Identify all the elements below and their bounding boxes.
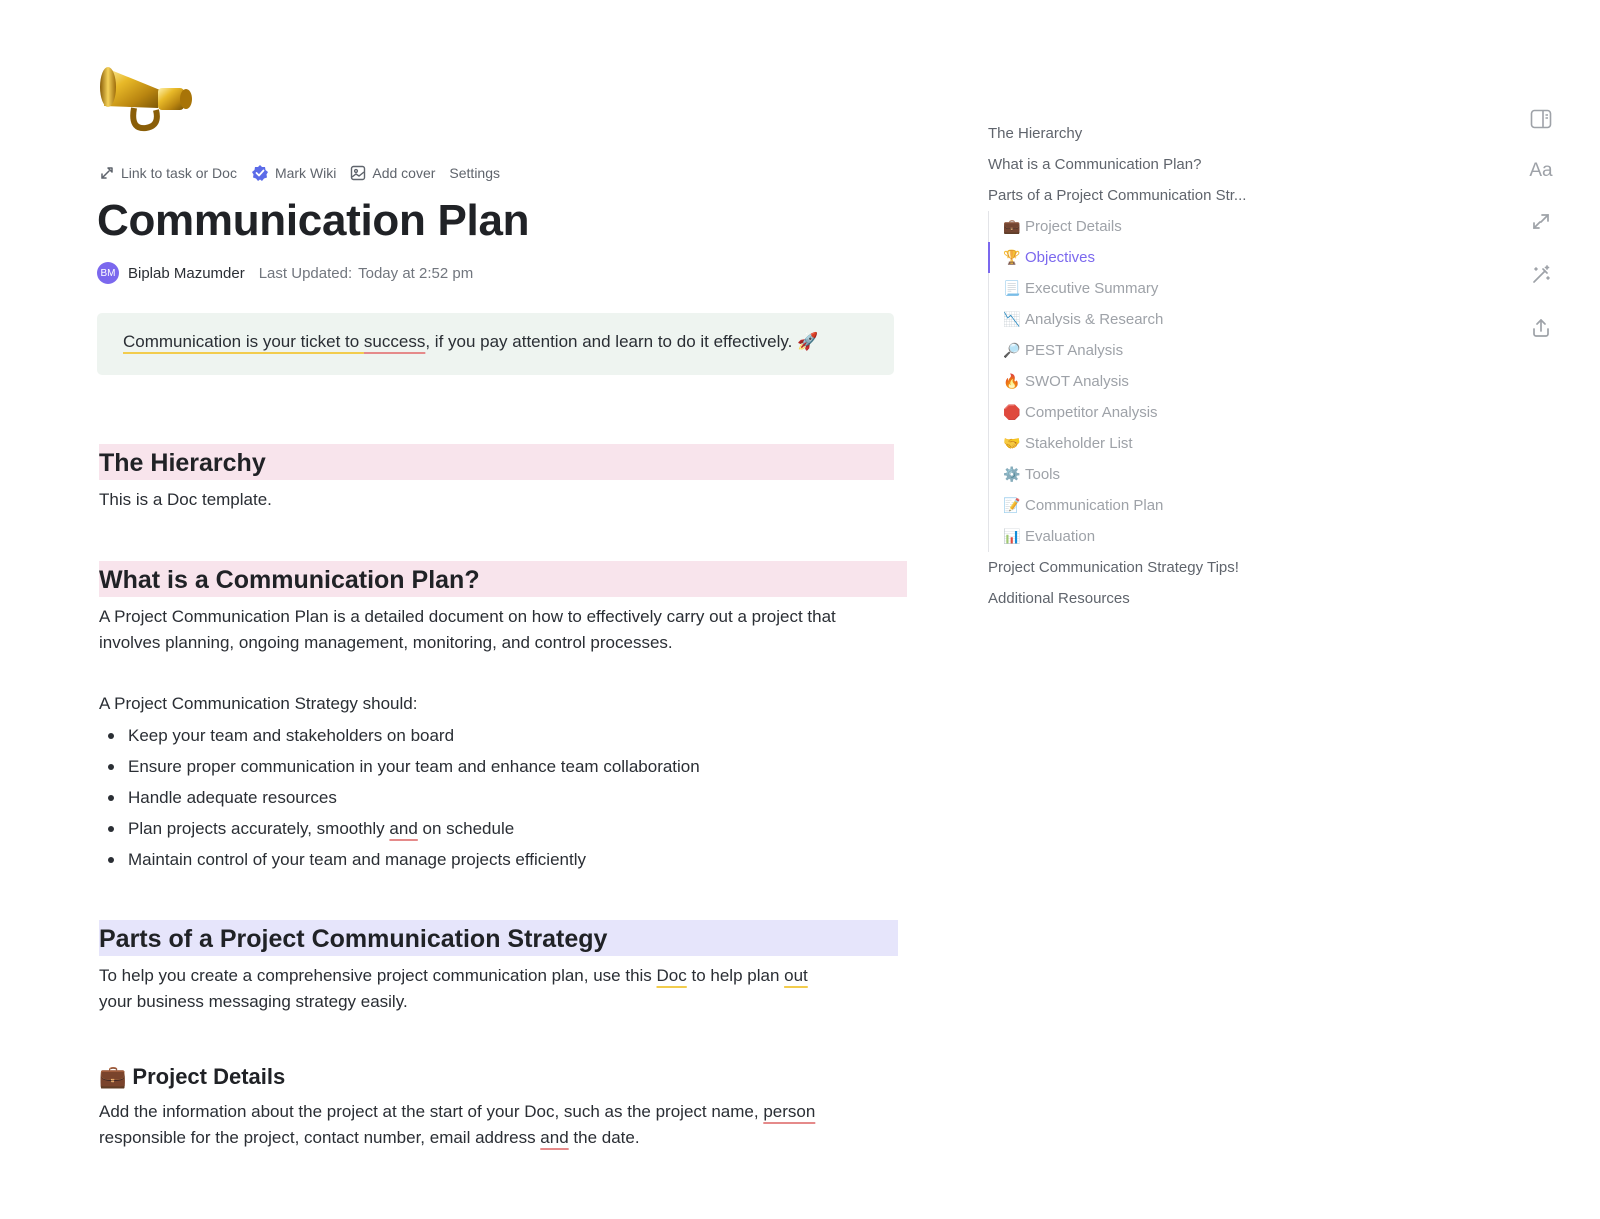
author-name[interactable]: Biplab Mazumder xyxy=(128,264,245,282)
strategy-intro: A Project Communication Strategy should: xyxy=(99,694,418,713)
image-icon xyxy=(350,165,366,181)
link-button[interactable] xyxy=(1524,207,1558,241)
link-to-task-label: Link to task or Doc xyxy=(121,165,237,181)
heading-the-hierarchy[interactable]: The Hierarchy xyxy=(99,449,266,477)
list-item: Ensure proper communication in your team and enhance team collaboration xyxy=(99,753,700,784)
sidebar-toggle-icon xyxy=(1530,109,1552,134)
callout-text-success: success xyxy=(363,332,426,351)
megaphone-icon[interactable] xyxy=(100,50,196,134)
toc-item-competitor-analysis[interactable]: 🛑 Competitor Analysis xyxy=(1003,404,1158,421)
page-title[interactable]: Communication Plan xyxy=(97,196,530,245)
parts-body-line2: your business messaging strategy easily. xyxy=(99,992,408,1011)
toc-item-communication-plan[interactable]: 📝 Communication Plan xyxy=(1003,497,1164,514)
heading-project-details[interactable] xyxy=(99,1064,285,1090)
toc-item-stakeholder-list[interactable]: 🤝 Stakeholder List xyxy=(1003,435,1133,452)
toc-item-objectives[interactable]: 🏆 Objectives xyxy=(1003,242,1318,273)
callout-block[interactable] xyxy=(97,313,894,375)
page-icon: 📃 xyxy=(1003,280,1021,296)
last-updated-label: Last Updated: xyxy=(258,264,353,282)
typography-button[interactable] xyxy=(1524,154,1558,188)
list-item: Plan projects accurately, smoothly and on schedule xyxy=(99,815,700,846)
project-details-line2: responsible for the project, contact number, email address and the date. xyxy=(99,1128,640,1147)
toc-item-parts-of-strategy[interactable]: Parts of a Project Communication Str... xyxy=(988,187,1247,204)
toc-item-swot-analysis[interactable]: 🔥 SWOT Analysis xyxy=(1003,373,1129,390)
settings-button[interactable] xyxy=(449,165,500,181)
share-button[interactable] xyxy=(1524,313,1558,347)
list-item: Maintain control of your team and manage projects efficiently xyxy=(99,846,700,877)
handshake-icon: 🤝 xyxy=(1003,435,1021,451)
what-is-body-line1: A Project Communication Plan is a detailed document on how to effectively carry out a project that xyxy=(99,607,836,626)
briefcase-icon: 💼 xyxy=(1003,218,1021,234)
toc-item-pest-analysis[interactable]: 🔎 PEST Analysis xyxy=(1003,342,1124,359)
toc-item-executive-summary[interactable]: 📃 Executive Summary xyxy=(1003,280,1159,297)
link-icon xyxy=(1531,212,1551,237)
typography-icon: Aa xyxy=(1529,160,1553,181)
bar-chart-icon: 📊 xyxy=(1003,528,1021,544)
toc-subsection-list xyxy=(988,211,1318,552)
heading-parts-of-strategy[interactable]: Parts of a Project Communication Strategy xyxy=(99,925,608,953)
rocket-icon: 🚀 xyxy=(797,332,819,351)
doc-meta xyxy=(97,262,473,284)
toc-item-what-is-communication-plan[interactable]: What is a Communication Plan? xyxy=(988,156,1202,173)
magnifier-icon: 🔎 xyxy=(1003,342,1021,358)
verified-badge-icon xyxy=(251,164,269,182)
callout-text-end: , if you pay attention and learn to do it effectively. xyxy=(425,332,793,351)
memo-icon: 📝 xyxy=(1003,497,1021,513)
list-item: Handle adequate resources xyxy=(99,784,700,815)
share-upload-icon xyxy=(1531,318,1551,343)
toc-item-the-hierarchy[interactable]: The Hierarchy xyxy=(988,125,1083,142)
trophy-icon: 🏆 xyxy=(1003,249,1021,265)
add-cover-button[interactable] xyxy=(350,165,435,181)
mark-wiki-button[interactable] xyxy=(251,164,336,182)
parts-body-line1: To help you create a comprehensive project communication plan, use this Doc to help plan out xyxy=(99,966,808,985)
toc-item-evaluation[interactable]: 📊 Evaluation xyxy=(1003,528,1096,545)
fire-icon: 🔥 xyxy=(1003,373,1021,389)
mark-wiki-label: Mark Wiki xyxy=(274,165,337,181)
ai-magic-button[interactable] xyxy=(1524,260,1558,294)
doc-action-bar xyxy=(99,164,500,182)
list-item: Keep your team and stakeholders on board xyxy=(99,722,700,753)
toc-item-project-details[interactable]: 💼 Project Details xyxy=(1003,218,1122,235)
project-details-line1: Add the information about the project at the start of your Doc, such as the project name, person xyxy=(99,1102,816,1121)
last-updated-value: Today at 2:52 pm xyxy=(358,264,474,282)
toc-item-analysis-research[interactable]: 📉 Analysis & Research xyxy=(1003,311,1164,328)
briefcase-icon: 💼 xyxy=(99,1064,127,1089)
link-icon xyxy=(99,165,115,181)
what-is-body-line2: involves planning, ongoing management, monitoring, and control processes. xyxy=(99,633,673,652)
project-details-heading-text: Project Details xyxy=(132,1064,286,1089)
link-to-task-button[interactable] xyxy=(99,165,237,181)
stop-sign-icon: 🛑 xyxy=(1003,404,1021,420)
chart-decreasing-icon: 📉 xyxy=(1003,311,1021,327)
toc-item-tools[interactable]: ⚙️ Tools xyxy=(1003,466,1061,483)
table-of-contents xyxy=(988,118,1318,614)
gear-icon: ⚙️ xyxy=(1003,466,1021,482)
magic-wand-icon xyxy=(1531,265,1551,290)
sidebar-toggle-button[interactable] xyxy=(1524,104,1558,138)
strategy-bullet-list xyxy=(99,722,700,877)
avatar[interactable]: BM xyxy=(97,262,119,284)
hierarchy-body: This is a Doc template. xyxy=(99,490,272,509)
add-cover-label: Add cover xyxy=(372,165,436,181)
toc-item-additional-resources[interactable]: Additional Resources xyxy=(988,590,1130,607)
settings-label: Settings xyxy=(449,165,501,181)
heading-what-is-communication-plan[interactable]: What is a Communication Plan? xyxy=(99,566,480,594)
toc-item-strategy-tips[interactable]: Project Communication Strategy Tips! xyxy=(988,559,1239,576)
callout-text-start: Communication is your ticket to xyxy=(123,332,364,351)
